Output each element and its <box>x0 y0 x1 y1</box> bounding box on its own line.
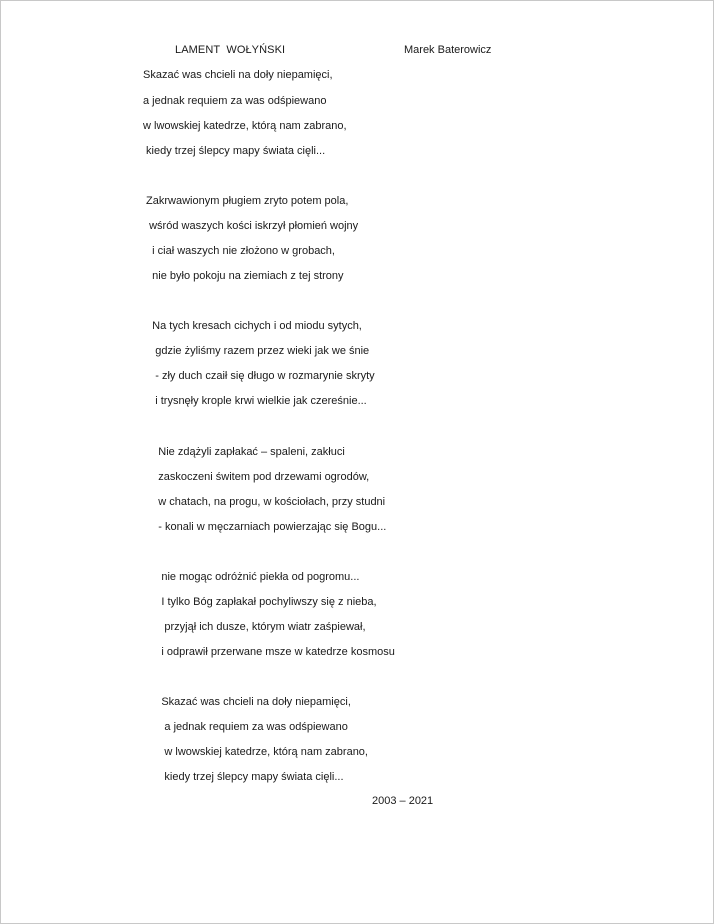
stanza-2-line-2: wśród waszych kości iskrzył płomień wojny <box>143 220 359 232</box>
stanza-2-line-3: i ciał waszych nie złożono w grobach, <box>143 245 335 257</box>
stanza-3-line-3: - zły duch czaił się długo w rozmarynie skryty <box>143 370 375 382</box>
stanza-5-line-2: I tylko Bóg zapłakał pochyliwszy się z nieba, <box>143 596 377 608</box>
stanza-4-line-3: w chatach, na progu, w kościołach, przy studni <box>143 496 386 508</box>
stanza-1-line-1: Skazać was chcieli na doły niepamięci, <box>143 69 333 81</box>
stanza-4-line-2: zaskoczeni świtem pod drzewami ogrodów, <box>143 471 370 483</box>
stanza-5-line-4: i odprawił przerwane msze w katedrze kosmosu <box>143 646 395 658</box>
stanza-6-line-3: w lwowskiej katedrze, którą nam zabrano, <box>143 746 368 758</box>
stanza-6-line-4: kiedy trzej ślepcy mapy świata cięli... <box>143 771 344 783</box>
stanza-1-line-4: kiedy trzej ślepcy mapy świata cięli... <box>143 145 326 157</box>
stanza-6-line-2: a jednak requiem za was odśpiewano <box>143 721 348 733</box>
stanza-1-line-3: w lwowskiej katedrze, którą nam zabrano, <box>143 120 347 132</box>
stanza-2-line-1: Zakrwawionym pługiem zryto potem pola, <box>143 195 349 207</box>
stanza-3-line-4: i trysnęły krople krwi wielkie jak czereśnie... <box>143 395 367 407</box>
stanza-6-line-1: Skazać was chcieli na doły niepamięci, <box>143 696 351 708</box>
stanza-1-line-2: a jednak requiem za was odśpiewano <box>143 95 327 107</box>
stanza-2-line-4: nie było pokoju na ziemiach z tej strony <box>143 270 344 282</box>
stanza-5-line-3: przyjął ich dusze, którym wiatr zaśpiewał, <box>143 621 366 633</box>
poem-author: Marek Baterowicz <box>404 44 492 56</box>
stanza-3-line-2: gdzie żyliśmy razem przez wieki jak we śnie <box>143 345 370 357</box>
stanza-3-line-1: Na tych kresach cichych i od miodu sytych, <box>143 320 362 332</box>
stanza-4-line-4: - konali w męczarniach powierzając się Bogu... <box>143 521 387 533</box>
poem-date: 2003 – 2021 <box>372 795 434 807</box>
stanza-4-line-1: Nie zdążyli zapłakać – spaleni, zakłuci <box>143 446 345 458</box>
poem-title: LAMENT WOŁYŃSKI <box>175 44 286 56</box>
stanza-5-line-1: nie mogąc odróżnić piekła od pogromu... <box>143 571 360 583</box>
